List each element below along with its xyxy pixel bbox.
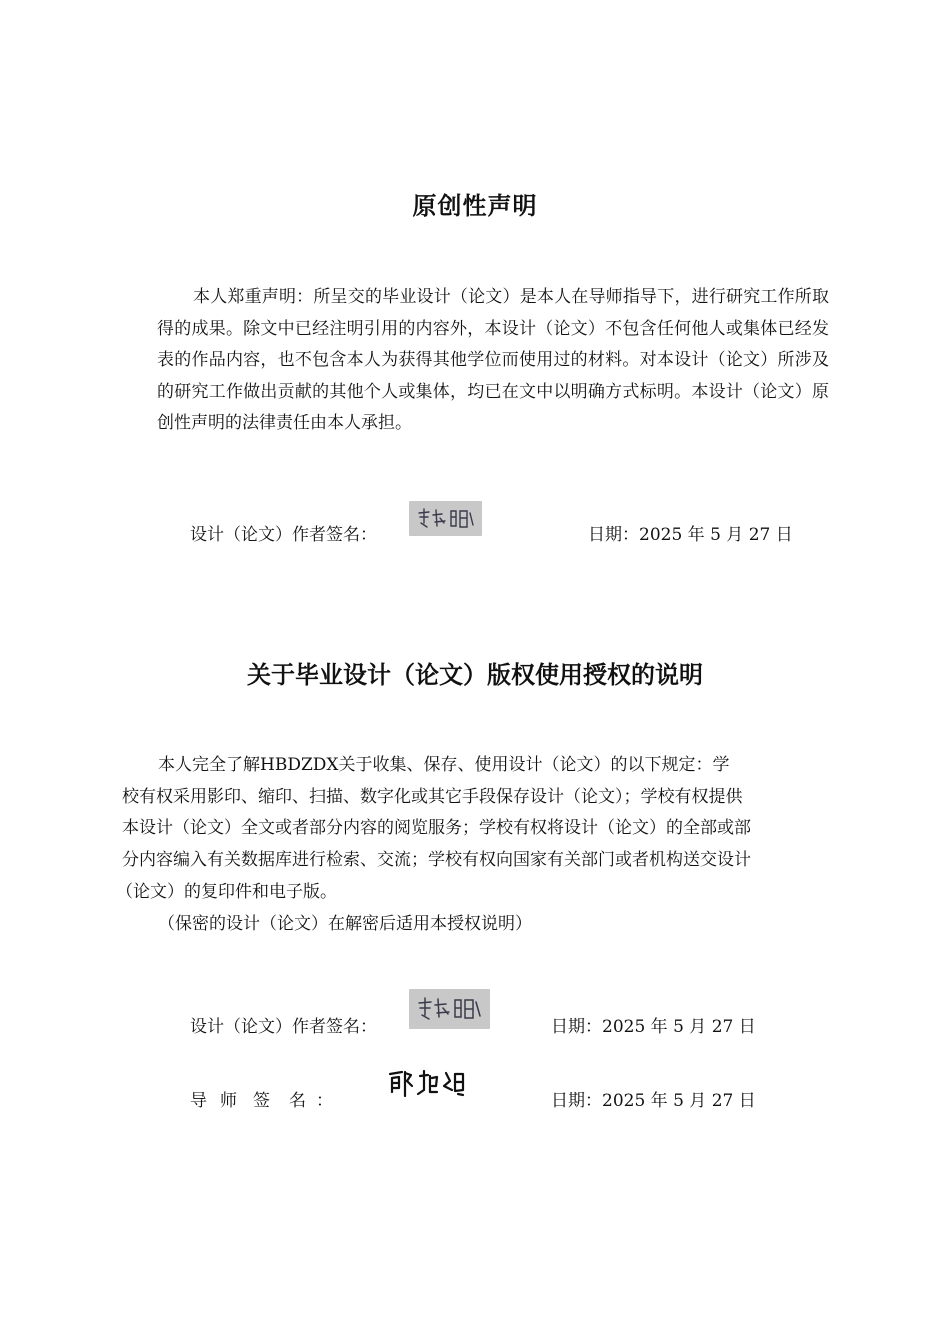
originality-author-sign-label: 设计（论文）作者签名：: [190, 525, 377, 545]
originality-author-signature-image: [409, 501, 482, 536]
advisor-label-char-2: 师: [220, 1091, 237, 1111]
advisor-label-colon: ：: [316, 1091, 333, 1111]
advisor-label-char-4: 名: [289, 1091, 306, 1111]
author-signature-strokes: [409, 989, 490, 1029]
advisor-signature-image: [384, 1064, 470, 1100]
copyright-title: 关于毕业设计（论文）版权使用授权的说明: [247, 661, 703, 689]
copyright-note: （保密的设计（论文）在解密后适用本授权说明）: [158, 914, 532, 934]
copyright-line-1: 本人完全了解HBDZDX关于收集、保存、使用设计（论文）的以下规定：学: [158, 755, 730, 775]
advisor-label-char-3: 签: [253, 1091, 270, 1111]
copyright-author-sign-label: 设计（论文）作者签名：: [190, 1017, 377, 1037]
advisor-sign-label: [190, 1086, 333, 1111]
copyright-line-2: 校有权采用影印、缩印、扫描、数字化或其它手段保存设计（论文）；学校有权提供: [122, 787, 743, 807]
originality-title: 原创性声明: [412, 192, 538, 220]
advisor-date: 日期：2025 年 5 月 27 日: [551, 1091, 756, 1111]
copyright-line-5: （论文）的复印件和电子版。: [116, 882, 337, 902]
originality-body: 本人郑重声明：所呈交的毕业设计（论文）是本人在导师指导下，进行研究工作所取得的成果。除文中已经注明引用的内容外，本设计（论文）不包含任何他人或集体已经发表的作品内容，也不包含本人为获得其他学位而使用过的材料。对本设计（论文）所涉及的研究工作做出贡献的其他个人或集体，均已在文中以明确方式标明。本设计（论文）原创性声明的法律责任由本人承担。: [157, 287, 829, 433]
advisor-label-char-1: 导: [190, 1091, 207, 1111]
copyright-author-signature-image: [409, 989, 490, 1029]
copyright-line-4: 分内容编入有关数据库进行检索、交流；学校有权向国家有关部门或者机构送交设计: [122, 850, 751, 870]
copyright-line-3: 本设计（论文）全文或者部分内容的阅览服务；学校有权将设计（论文）的全部或部: [122, 818, 751, 838]
originality-date: 日期：2025 年 5 月 27 日: [588, 525, 793, 545]
author-signature-strokes: [409, 501, 482, 536]
copyright-author-date: 日期：2025 年 5 月 27 日: [551, 1017, 756, 1037]
